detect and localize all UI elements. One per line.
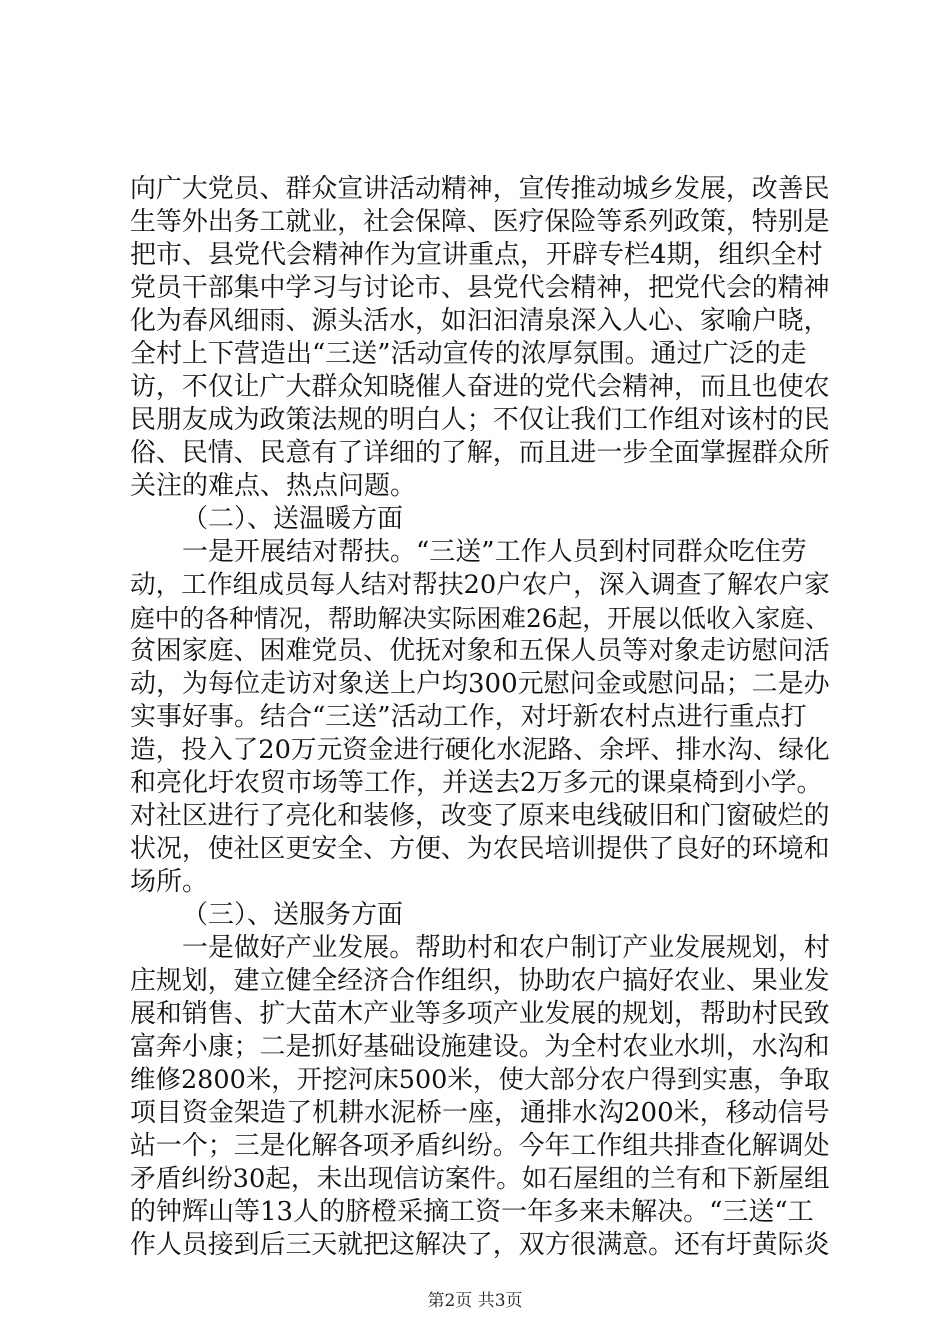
text-line: 实事好事。结合“三送”活动工作，对圩新农村点进行重点打	[130, 702, 807, 732]
text-line: 生等外出务工就业，社会保障、医疗保险等系列政策，特别是	[130, 207, 830, 237]
text-line: 展和销售、扩大苗木产业等多项产业发展的规划，帮助村民致	[130, 999, 830, 1029]
text-line: 一是开展结对帮扶。“三送”工作人员到村同群众吃住劳	[182, 537, 807, 567]
text-line: 的钟辉山等13人的脐橙采摘工资一年多来未解决。“三送“工	[130, 1197, 814, 1227]
text-line: 庭中的各种情况，帮助解决实际困难26起，开展以低收入家庭、	[130, 604, 830, 633]
text-line: 关注的难点、热点问题。	[130, 471, 417, 501]
text-line: 党员干部集中学习与讨论市、县党代会精神，把党代会的精神	[130, 273, 830, 303]
text-line: 造，投入了20万元资金进行硬化水泥路、余坪、排水沟、绿化	[130, 735, 830, 765]
text-line: 站一个；三是化解各项矛盾纠纷。今年工作组共排查化解调处	[130, 1131, 830, 1161]
text-line: 民朋友成为政策法规的明白人；不仅让我们工作组对该村的民	[130, 405, 830, 435]
text-line: 富奔小康；二是抓好基础设施建设。为全村农业水圳，水沟和	[130, 1032, 830, 1062]
text-line: 和亮化圩农贸市场等工作，并送去2万多元的课桌椅到小学。	[130, 768, 823, 798]
text-line: 项目资金架造了机耕水泥桥一座，通排水沟200米，移动信号	[130, 1098, 830, 1128]
text-line: 对社区进行了亮化和装修，改变了原来电线破旧和门窗破烂的	[130, 801, 830, 831]
text-line: 作人员接到后三天就把这解决了，双方很满意。还有圩黄际炎	[130, 1230, 830, 1260]
text-line: 场所。	[130, 867, 209, 897]
text-line: 动，为每位走访对象送上户均300元慰问金或慰问品；二是办	[130, 669, 830, 699]
section-heading: （二）、送温暖方面	[182, 504, 404, 534]
text-line: 把市、县党代会精神作为宣讲重点，开辟专栏4期，组织全村	[130, 240, 823, 270]
text-line: 俗、民情、民意有了详细的了解，而且进一步全面掌握群众所	[130, 438, 830, 468]
text-line: 向广大党员、群众宣讲活动精神，宣传推动城乡发展，改善民	[130, 174, 830, 204]
text-line: 全村上下营造出“三送”活动宣传的浓厚氛围。通过广泛的走	[130, 339, 807, 369]
text-line: 维修2800米，开挖河床500米，使大部分农户得到实惠，争取	[130, 1065, 830, 1095]
text-line: 矛盾纠纷30起，未出现信访案件。如石屋组的兰有和下新屋组	[130, 1164, 830, 1194]
page-number-footer: 第2页 共3页	[427, 1291, 523, 1311]
section-heading: （三）、送服务方面	[182, 900, 404, 930]
text-line: 动，工作组成员每人结对帮扶20户农户，深入调查了解农户家	[130, 570, 830, 600]
text-line: 庄规划，建立健全经济合作组织，协助农户搞好农业、果业发	[130, 966, 830, 996]
text-line: 一是做好产业发展。帮助村和农户制订产业发展规划，村	[182, 933, 830, 963]
text-line: 化为春风细雨、源头活水，如汩汩清泉深入人心、家喻户晓，	[130, 306, 830, 336]
text-line: 贫困家庭、困难党员、优抚对象和五保人员等对象走访慰问活	[130, 636, 830, 666]
text-line: 状况，使社区更安全、方便、为农民培训提供了良好的环境和	[130, 834, 830, 864]
text-line: 访，不仅让广大群众知晓催人奋进的党代会精神，而且也使农	[130, 372, 830, 402]
